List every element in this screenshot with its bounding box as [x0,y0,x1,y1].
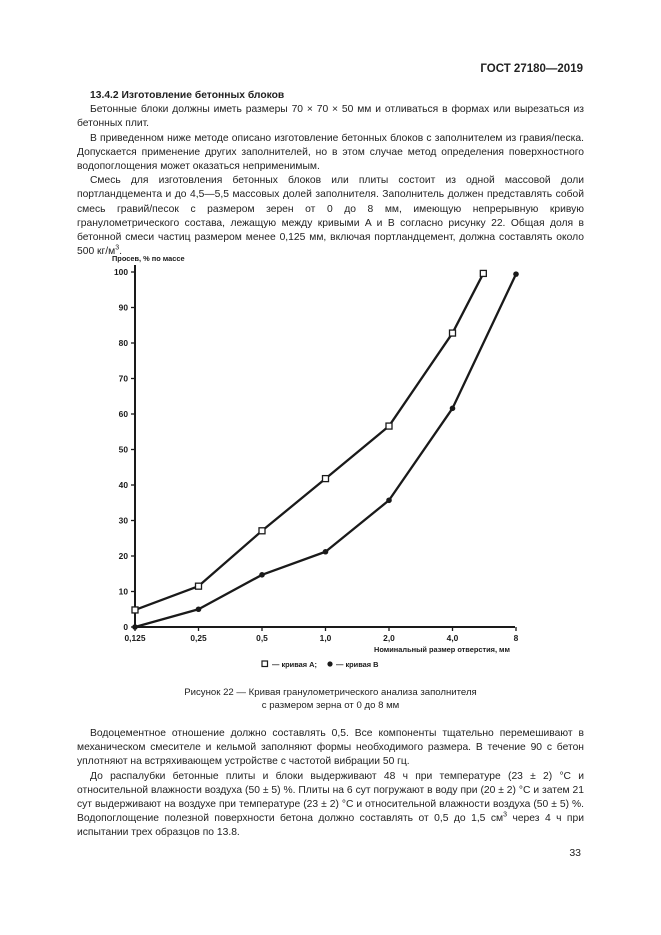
legend-curve-b: — кривая В [336,660,379,669]
y-tick-label: 20 [118,551,128,561]
curve-b [132,271,519,629]
curve-b-point [323,549,329,555]
y-tick-label: 60 [118,409,128,419]
y-tick-label: 30 [118,515,128,526]
curve-b-point [513,271,519,277]
curve-a-point [450,330,456,336]
paragraph-5 [77,770,584,841]
x-axis-label: Номинальный размер отверстия, мм [374,645,510,654]
curve-a-point [196,583,202,589]
curve-b-point [196,606,202,612]
x-tick-label: 8 [513,633,519,643]
paragraph-4: Водоцементное отношение должно составлять 0,5. Все компоненты тщательно перемешивают в механическом смесителе и кельмой заполняют формы необходимого размера. В течение 90 с бетон уплотняют на встряхивающем устройстве с частотой вибрации 50 гц. [77,728,584,768]
legend [262,660,378,669]
y-tick-label: 10 [118,586,128,597]
curve-b-line [135,274,516,627]
x-tick-label: 0,25 [190,633,207,643]
paragraph-1: Бетонные блоки должны иметь размеры 70 × 70 × 50 мм и отливаться в формах или вырезаться из бетонных плит. [77,104,584,130]
figure-caption [0,686,661,712]
curve-a-point [132,607,138,613]
curve-b-point [450,406,456,412]
y-ticks [114,267,135,632]
x-ticks [125,627,519,643]
paragraph-3-end: . [119,246,123,258]
curve-b-point [132,624,138,630]
curve-a [132,270,486,613]
y-tick-label: 100 [114,267,128,277]
x-tick-label: 2,0 [383,633,395,643]
caption-line-1: Рисунок 22 — Кривая гранулометрического анализа заполнителя [184,687,477,698]
curing-text [77,727,584,841]
legend-square-marker [262,661,268,667]
y-tick-label: 40 [118,480,128,490]
curve-b-point [259,572,265,578]
y-tick-label: 70 [118,373,128,384]
cubic-superscript: 3 [115,244,120,252]
paragraph-2: В приведенном ниже методе описано изготовление бетонных блоков с заполнителем из гравия/песка. Допускается применение других заполнителей, но в этом случае метод определения поверхностного водопоглощения может оказаться неприменимым. [77,132,584,173]
page-number: 33 [569,847,581,859]
caption-line-2: с размером зерна от 0 до 8 мм [261,700,400,711]
legend-circle-marker [327,661,332,666]
y-tick-label: 0 [123,622,128,632]
y-tick-label: 90 [118,302,128,313]
curve-a-line [135,273,483,610]
x-tick-label: 0,5 [256,633,268,643]
x-tick-label: 1,0 [319,633,332,643]
y-tick-label: 50 [118,444,128,455]
paragraph-5-end: через 4 ч при испытании трех образцов по 13.8. [77,813,584,839]
paragraph-5-text: До распалубки бетонные плиты и блоки выдерживают 48 ч при температуре (23 ± 2) °С и относительной влажности воздуха (50 ± 5) %. Плиты на 6 сут погружают в воду при (20 ± 2) °С и затем 21 сут выдерживают на воздухе при температуре (23 ± 2) °С и относительной влажности воздуха (50 ± 5) %. Водопоглощение полезной поверхности бетона должно составлять от 0,5 до 1,5 см [77,770,584,825]
y-tick-label: 80 [118,338,128,348]
paragraph-3-text: Смесь для изготовления бетонных блоков или плиты состоит из одной массовой доли портландцемента и до 4,5—5,5 массовых долей заполнителя. Заполнитель должен представлять собой смесь гравий/песок с размером зерен от 0 до 8 мм, имеющую непрерывную кривую гранулометрического состава, лежащую между кривыми A и B согласно рисунку 22. Общая доля в бетонной смеси частиц размером менее 0,125 мм, включая портландцемент, должна составлять около 500 кг/м [77,175,584,258]
curve-a-point [323,476,329,482]
document-code: ГОСТ 27180—2019 [480,63,583,75]
curve-a-point [386,423,392,429]
x-tick-label: 0,125 [124,633,146,643]
y-axis-label: Просев, % по массе [112,254,185,263]
x-tick-label: 4,0 [446,633,459,643]
curve-a-point [259,528,265,534]
curve-b-point [386,497,392,503]
curve-a-point [480,270,486,276]
legend-curve-a: — кривая А; [272,660,317,669]
paragraph-5-superscript: 3 [503,811,507,819]
section-heading: 13.4.2 Изготовление бетонных блоков [90,90,285,101]
